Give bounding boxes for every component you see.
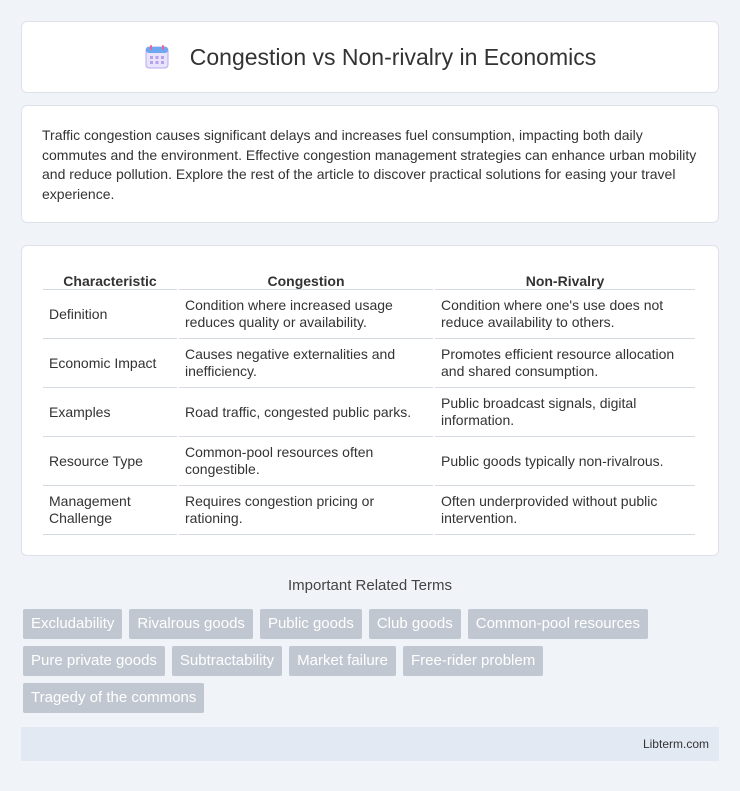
intro-text: Traffic congestion causes significant delays and increases fuel consumption, impacting both daily commutes and the environment. Effective congestion management strategies can enhance urban mobility and reduce pollution. Explore the rest of the article to discover practical solutions for easing your travel experience. — [42, 127, 697, 202]
table-cell: Condition where one's use does not reduce availability to others. — [435, 290, 695, 339]
table-cell: Condition where increased usage reduces quality or availability. — [179, 290, 433, 339]
comparison-table — [41, 266, 697, 535]
table-cell: Promotes efficient resource allocation and shared consumption. — [435, 339, 695, 388]
footer — [21, 727, 719, 761]
column-header: Characteristic — [43, 266, 177, 290]
table-cell: Examples — [43, 388, 177, 437]
related-term-tag[interactable]: Club goods — [369, 609, 461, 639]
table-cell: Road traffic, congested public parks. — [179, 388, 433, 437]
table-cell: Resource Type — [43, 437, 177, 486]
table-row — [43, 388, 695, 437]
table-cell: Often underprovided without public intervention. — [435, 486, 695, 535]
related-term-tag[interactable]: Excludability — [23, 609, 122, 639]
column-header: Congestion — [179, 266, 433, 290]
related-term-tag[interactable]: Common-pool resources — [468, 609, 648, 639]
column-header: Non-Rivalry — [435, 266, 695, 290]
table-cell: Economic Impact — [43, 339, 177, 388]
related-terms-list — [23, 609, 723, 720]
table-row — [43, 486, 695, 535]
intro-card — [21, 105, 719, 223]
table-cell: Public broadcast signals, digital information. — [435, 388, 695, 437]
table-cell: Causes negative externalities and inefficiency. — [179, 339, 433, 388]
table-cell: Definition — [43, 290, 177, 339]
calendar-icon — [144, 44, 170, 70]
related-term-tag[interactable]: Public goods — [260, 609, 362, 639]
table-row — [43, 290, 695, 339]
related-term-tag[interactable]: Free-rider problem — [403, 646, 543, 676]
related-terms-title: Important Related Terms — [288, 577, 452, 594]
table-row — [43, 437, 695, 486]
related-term-tag[interactable]: Rivalrous goods — [129, 609, 253, 639]
footer-site-link[interactable]: Libterm.com — [642, 737, 709, 751]
table-cell: Public goods typically non-rivalrous. — [435, 437, 695, 486]
comparison-table-card — [21, 245, 719, 556]
header-card — [21, 21, 719, 93]
related-term-tag[interactable]: Market failure — [289, 646, 396, 676]
page-title: Congestion vs Non-rivalry in Economics — [189, 43, 597, 70]
related-term-tag[interactable]: Tragedy of the commons — [23, 683, 204, 713]
related-term-tag[interactable]: Pure private goods — [23, 646, 165, 676]
table-cell: Management Challenge — [43, 486, 177, 535]
table-header-row — [43, 266, 695, 290]
related-term-tag[interactable]: Subtractability — [172, 646, 282, 676]
table-cell: Common-pool resources often congestible. — [179, 437, 433, 486]
table-cell: Requires congestion pricing or rationing. — [179, 486, 433, 535]
table-row — [43, 339, 695, 388]
